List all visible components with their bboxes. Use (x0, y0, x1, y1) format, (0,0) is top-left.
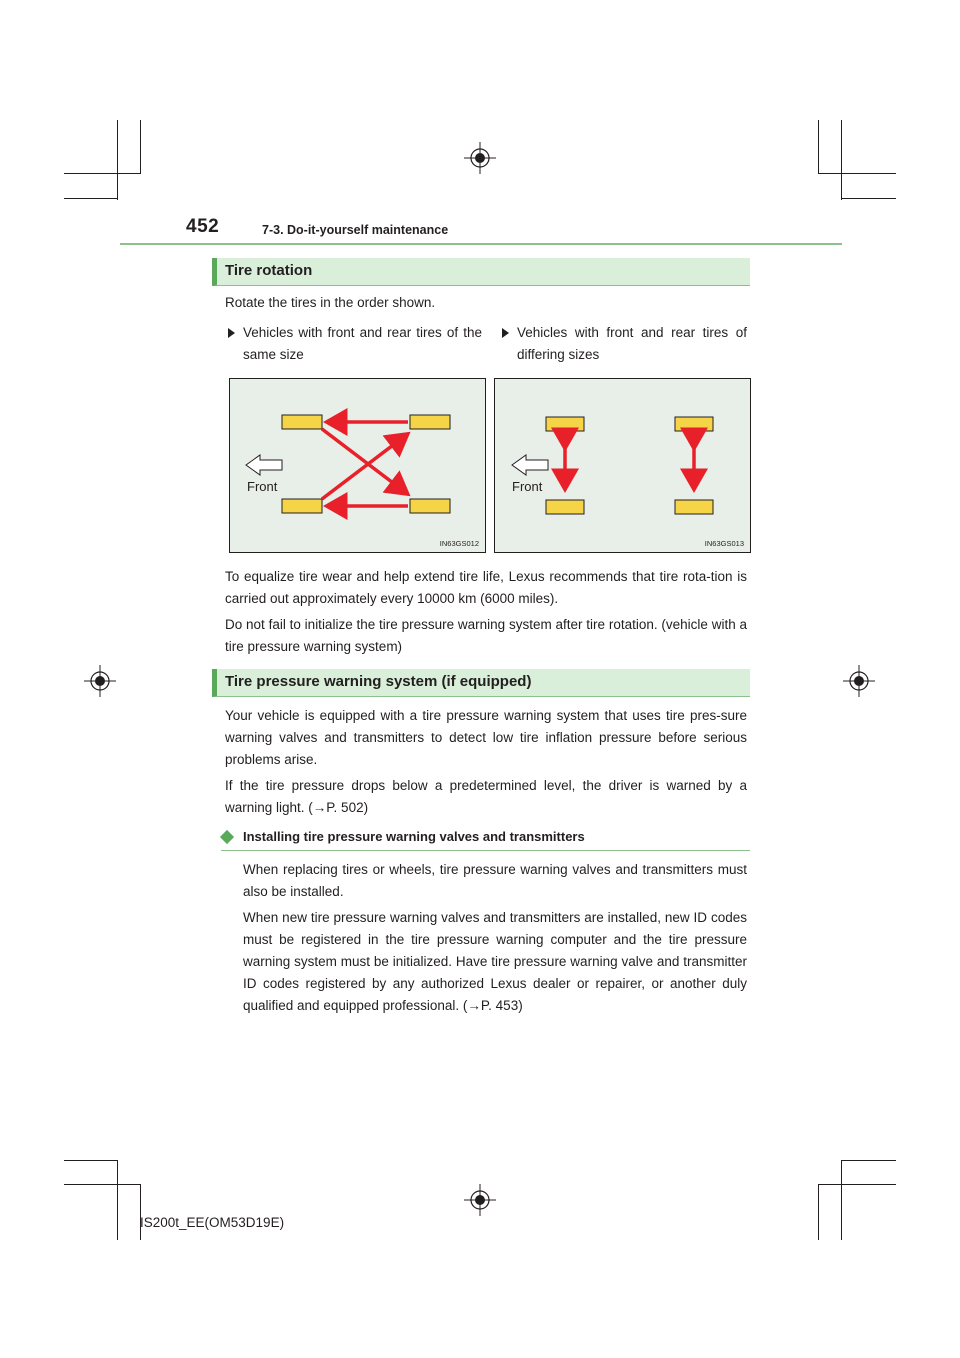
crop-mark (818, 1184, 819, 1240)
figure-rotation-same-size (229, 378, 486, 553)
tpws-para-warning: If the tire pressure drops below a predetermined level, the driver is warned by a warning light. (→P. 502) (225, 778, 747, 815)
figure-rotation-differing-size (494, 378, 751, 553)
tire-rear-right-icon (410, 499, 450, 513)
tire-rear-left-icon (675, 417, 713, 431)
front-arrow-icon (512, 455, 548, 475)
registration-mark-icon (464, 142, 496, 174)
tire-front-right-icon (282, 499, 322, 513)
tire-rear-right-icon (675, 500, 713, 514)
bullet-arrow-icon (502, 328, 509, 338)
section-header-tpws (212, 669, 750, 697)
chapter-heading: 7-3. Do-it-yourself maintenance (262, 223, 449, 237)
crop-mark (841, 1160, 842, 1240)
registration-mark-icon (843, 665, 875, 697)
section-header-tire-rotation (212, 258, 750, 286)
diamond-bullet-icon (220, 830, 234, 844)
bullet-arrow-icon (228, 328, 235, 338)
front-arrow-icon (246, 455, 282, 475)
section-title: Tire rotation (225, 262, 313, 279)
case-differing-size: Vehicles with front and rear tires of differing sizes (517, 325, 747, 362)
rotation-intro: Rotate the tires in the order shown. (225, 295, 436, 310)
page-number: 452 (186, 216, 220, 237)
rotation-para-initialize: Do not fail to initialize the tire pressure warning system after tire rotation. (vehicle with a tire pressure warning system) (225, 617, 747, 654)
rotation-para-interval: To equalize tire wear and help extend tire life, Lexus recommends that tire rota-tion is carried out approximately every 10000 km (6000 miles). (225, 569, 747, 606)
tire-rear-left-icon (410, 415, 450, 429)
crop-mark (140, 120, 141, 174)
subsection-title: Installing tire pressure warning valves and transmitters (243, 829, 585, 844)
crop-mark (818, 120, 819, 174)
crop-mark (117, 1160, 118, 1240)
crop-mark (64, 1160, 118, 1161)
crop-mark (841, 1160, 896, 1161)
tire-front-left-icon (546, 417, 584, 431)
arrow-cross-1 (322, 429, 405, 492)
document-id: IS200t_EE(OM53D19E) (140, 1215, 285, 1230)
front-label: Front (247, 479, 278, 494)
front-label: Front (512, 479, 543, 494)
header-rule (120, 243, 842, 245)
tpws-sub-para-register: When new tire pressure warning valves and transmitters are installed, new ID codes must be registered in the tire pressure warning computer and the tire pressure warning system must be initialized. Have tire pressure warning valve and transmitter ID codes registered by any authorized Lexus dealer or repairer, or another duly qualified and equipped professional. (→P. 453) (243, 910, 747, 1013)
registration-mark-icon (84, 665, 116, 697)
tire-front-left-icon (282, 415, 322, 429)
figure-code: IN63GS013 (704, 539, 744, 548)
crop-mark (117, 120, 118, 200)
arrow-cross-2 (322, 436, 405, 499)
crop-mark (140, 1184, 141, 1240)
section-title: Tire pressure warning system (if equipped) (225, 673, 532, 690)
tpws-para-overview: Your vehicle is equipped with a tire pressure warning system that uses tire pres-sure warning valves and transmitters to detect low tire inflation pressure before serious problems arise. (225, 708, 747, 767)
crop-mark (841, 198, 896, 199)
case-same-size: Vehicles with front and rear tires of the same size (243, 325, 482, 362)
subsection-heading (221, 827, 750, 851)
tire-front-right-icon (546, 500, 584, 514)
crop-mark (841, 120, 842, 200)
registration-mark-icon (464, 1184, 496, 1216)
rotation-diagram-differing (495, 379, 750, 552)
tpws-sub-para-replace: When replacing tires or wheels, tire pressure warning valves and transmitters must also be installed. (243, 862, 747, 899)
crop-mark (818, 1184, 896, 1185)
crop-mark (818, 173, 896, 174)
crop-mark (64, 198, 118, 199)
rotation-diagram-same (230, 379, 485, 552)
figure-code: IN63GS012 (439, 539, 479, 548)
crop-mark (64, 173, 141, 174)
crop-mark (64, 1184, 141, 1185)
